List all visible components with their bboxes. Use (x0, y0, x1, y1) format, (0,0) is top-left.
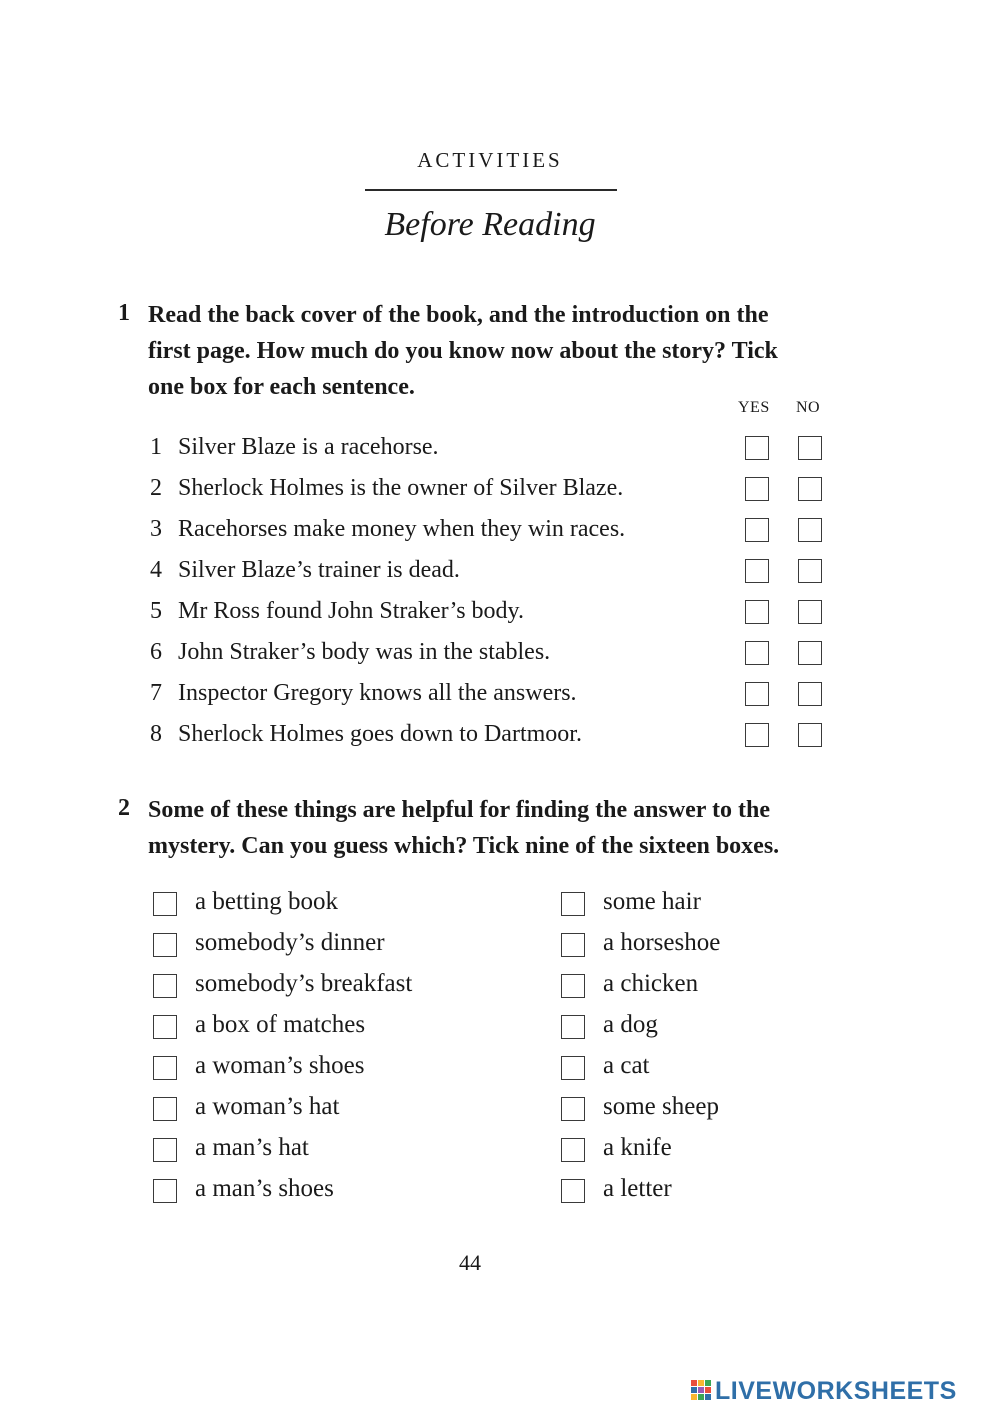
yes-column-header: YES (738, 399, 770, 416)
item-label: some hair (603, 888, 701, 915)
item-label: a betting book (195, 888, 339, 915)
no-checkbox[interactable] (798, 559, 822, 583)
item-checkbox[interactable] (153, 1097, 177, 1121)
yes-checkbox[interactable] (745, 723, 769, 747)
statement-row-4 (150, 557, 850, 587)
item-row-right-8 (561, 1175, 921, 1205)
item-row-right-5 (561, 1052, 921, 1082)
statement-number: 8 (150, 721, 162, 747)
item-label: some sheep (603, 1093, 719, 1120)
yes-checkbox[interactable] (745, 559, 769, 583)
statement-number: 2 (150, 475, 162, 501)
no-checkbox[interactable] (798, 682, 822, 706)
heading-divider (365, 189, 617, 191)
item-row-right-1 (561, 888, 921, 918)
statement-number: 1 (150, 434, 162, 460)
item-label: a man’s hat (195, 1134, 309, 1161)
item-checkbox[interactable] (153, 933, 177, 957)
item-label: somebody’s breakfast (195, 970, 413, 997)
question-2-prompt (148, 792, 779, 864)
statement-text: John Straker’s body was in the stables. (178, 639, 551, 665)
item-label: a dog (603, 1011, 658, 1038)
statement-text: Silver Blaze’s trainer is dead. (178, 557, 460, 583)
statement-text: Mr Ross found John Straker’s body. (178, 598, 524, 624)
item-checkbox[interactable] (561, 1097, 585, 1121)
statement-row-2 (150, 475, 850, 505)
no-checkbox[interactable] (798, 600, 822, 624)
statement-text: Silver Blaze is a racehorse. (178, 434, 439, 460)
prompt-line: Some of these things are helpful for finding the answer to the (148, 797, 771, 823)
statement-text: Inspector Gregory knows all the answers. (178, 680, 577, 706)
item-label: a letter (603, 1175, 672, 1202)
page-number: 44 (459, 1250, 481, 1275)
item-checkbox[interactable] (561, 1138, 585, 1162)
prompt-line: one box for each sentence. (148, 374, 415, 400)
no-checkbox[interactable] (798, 518, 822, 542)
item-checkbox[interactable] (561, 892, 585, 916)
statement-number: 6 (150, 639, 162, 665)
prompt-line: Read the back cover of the book, and the introduction on the (148, 302, 769, 328)
item-checkbox[interactable] (153, 1015, 177, 1039)
item-checkbox[interactable] (561, 1179, 585, 1203)
question-2-number: 2 (118, 795, 130, 821)
item-label: a knife (603, 1134, 672, 1161)
item-label: a horseshoe (603, 929, 721, 956)
item-label: somebody’s dinner (195, 929, 385, 956)
liveworksheets-brand (690, 1377, 990, 1405)
item-checkbox[interactable] (153, 1056, 177, 1080)
item-checkbox[interactable] (153, 1179, 177, 1203)
no-checkbox[interactable] (798, 641, 822, 665)
statement-row-7 (150, 680, 850, 710)
no-checkbox[interactable] (798, 436, 822, 460)
statement-number: 5 (150, 598, 162, 624)
item-checkbox[interactable] (153, 892, 177, 916)
question-1-number: 1 (118, 300, 130, 326)
item-row-left-5 (153, 1052, 513, 1082)
statement-number: 4 (150, 557, 162, 583)
prompt-line: mystery. Can you guess which? Tick nine of the sixteen boxes. (148, 833, 780, 859)
yes-checkbox[interactable] (745, 436, 769, 460)
item-row-left-4 (153, 1011, 513, 1041)
item-checkbox[interactable] (153, 1138, 177, 1162)
item-row-left-3 (153, 970, 513, 1000)
item-checkbox[interactable] (153, 974, 177, 998)
question-1-prompt (148, 297, 778, 405)
item-label: a man’s shoes (195, 1175, 334, 1202)
statement-number: 7 (150, 680, 162, 706)
item-label: a woman’s shoes (195, 1052, 365, 1079)
item-label: a box of matches (195, 1011, 366, 1038)
item-label: a chicken (603, 970, 699, 997)
no-column-header: NO (796, 399, 821, 416)
brand-name: LIVEWORKSHEETS (715, 1377, 957, 1405)
statement-row-3 (150, 516, 850, 546)
item-row-right-2 (561, 929, 921, 959)
no-checkbox[interactable] (798, 477, 822, 501)
statement-row-6 (150, 639, 850, 669)
statement-text: Racehorses make money when they win races. (178, 516, 626, 542)
item-row-right-4 (561, 1011, 921, 1041)
item-checkbox[interactable] (561, 974, 585, 998)
item-row-left-8 (153, 1175, 513, 1205)
item-label: a woman’s hat (195, 1093, 340, 1120)
statement-row-1 (150, 434, 850, 464)
statement-row-5 (150, 598, 850, 628)
item-row-left-6 (153, 1093, 513, 1123)
no-checkbox[interactable] (798, 723, 822, 747)
statement-text: Sherlock Holmes is the owner of Silver Blaze. (178, 475, 624, 501)
yes-checkbox[interactable] (745, 518, 769, 542)
yes-checkbox[interactable] (745, 641, 769, 665)
section-heading: ACTIVITIES (417, 148, 563, 172)
item-checkbox[interactable] (561, 1015, 585, 1039)
item-checkbox[interactable] (561, 933, 585, 957)
yes-checkbox[interactable] (745, 600, 769, 624)
item-row-left-2 (153, 929, 513, 959)
item-row-right-6 (561, 1093, 921, 1123)
item-row-right-3 (561, 970, 921, 1000)
item-row-left-1 (153, 888, 513, 918)
item-label: a cat (603, 1052, 650, 1079)
yes-checkbox[interactable] (745, 477, 769, 501)
statement-number: 3 (150, 516, 162, 542)
item-row-left-7 (153, 1134, 513, 1164)
statement-text: Sherlock Holmes goes down to Dartmoor. (178, 721, 582, 747)
prompt-line: first page. How much do you know now about the story? Tick (148, 338, 778, 364)
yes-checkbox[interactable] (745, 682, 769, 706)
page-subtitle: Before Reading (384, 206, 596, 243)
item-row-right-7 (561, 1134, 921, 1164)
liveworksheets-logo-icon (690, 1379, 712, 1401)
statement-row-8 (150, 721, 850, 751)
item-checkbox[interactable] (561, 1056, 585, 1080)
